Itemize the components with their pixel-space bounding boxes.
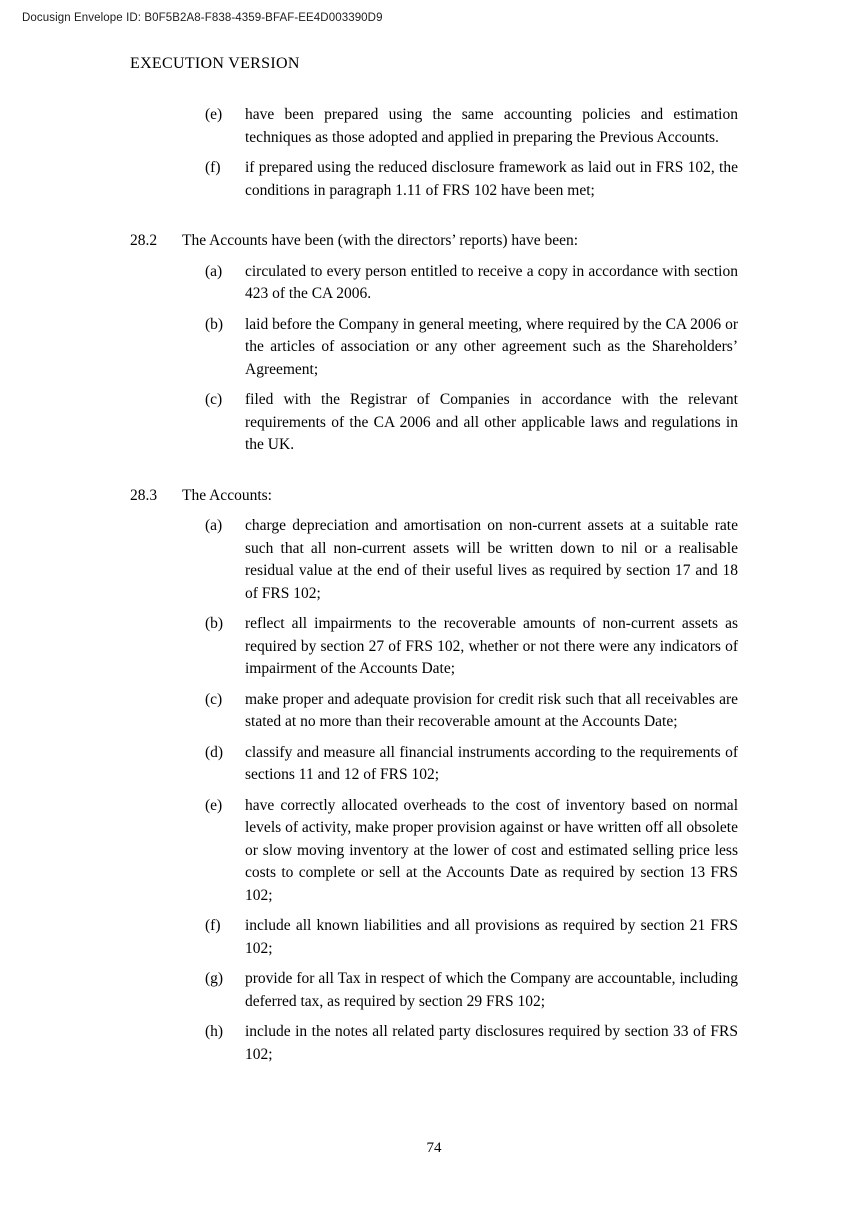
clause-item	[130, 389, 738, 457]
clause-item	[130, 742, 738, 787]
document-body	[130, 104, 738, 1074]
clause-item	[130, 261, 738, 306]
clause-item-e-intro	[130, 104, 738, 149]
clause-text: have been prepared using the same accounting policies and estimation techniques as those adopted and applied in preparing the Previous Accounts.	[245, 106, 738, 146]
clause-item	[130, 515, 738, 605]
clause-item	[130, 968, 738, 1013]
clause-item	[130, 689, 738, 734]
section-28-2	[130, 230, 738, 457]
clause-text: include in the notes all related party disclosures required by section 33 of FRS 102;	[245, 1023, 738, 1063]
clause-text: if prepared using the reduced disclosure framework as laid out in FRS 102, the conditions in paragraph 1.11 of FRS 102 have been met;	[245, 159, 738, 199]
section-28-3	[130, 485, 738, 1067]
clause-label: (d)	[205, 743, 224, 761]
clause-item	[130, 613, 738, 681]
clause-item	[130, 314, 738, 382]
clause-item	[130, 795, 738, 908]
clause-label: (g)	[205, 970, 224, 987]
clause-label: (h)	[205, 1023, 224, 1040]
clause-label: (b)	[205, 315, 224, 333]
docusign-envelope-id: Docusign Envelope ID: B0F5B2A8-F838-4359-BFAF-EE4D003390D9	[22, 12, 383, 24]
clause-text: circulated to every person entitled to receive a copy in accordance with section 423 of the CA 2006.	[245, 262, 738, 302]
clause-label: (e)	[205, 796, 223, 814]
section-number: 28.3	[130, 486, 158, 504]
section-heading-row	[130, 230, 738, 253]
clause-label: (e)	[205, 106, 223, 123]
clause-item	[130, 915, 738, 960]
clause-text: provide for all Tax in respect of which the Company are accountable, including deferred tax, as required by section 29 FRS 102;	[245, 970, 738, 1010]
clause-item	[130, 1021, 738, 1066]
clause-label: (c)	[205, 391, 223, 408]
clause-text: laid before the Company in general meeting, where required by the CA 2006 or the articles of association or any other agreement such as the Shareholders’ Agreement;	[245, 315, 738, 378]
clause-label: (f)	[205, 917, 221, 934]
section-heading-row	[130, 485, 738, 508]
clause-label: (a)	[205, 517, 223, 534]
clause-text: classify and measure all financial instruments according to the requirements of sections 11 and 12 of FRS 102;	[245, 743, 738, 783]
clause-text: filed with the Registrar of Companies in accordance with the relevant requirements of the CA 2006 and all other applicable laws and regulations in the UK.	[245, 391, 738, 453]
clause-text: make proper and adequate provision for credit risk such that all receivables are stated at no more than their recoverable amount at the Accounts Date;	[245, 690, 738, 730]
clause-text: include all known liabilities and all provisions as required by section 21 FRS 102;	[245, 917, 738, 957]
section-heading-text: The Accounts:	[182, 486, 272, 504]
clause-text: charge depreciation and amortisation on non-current assets at a suitable rate such that all non-current assets will be written down to nil or a realisable residual value at the end of their useful lives as required by section 17 and 18 of FRS 102;	[245, 517, 738, 602]
page-number: 74	[426, 1140, 442, 1156]
clause-text: reflect all impairments to the recoverable amounts of non-current assets as required by section 27 of FRS 102, whether or not there were any indicators of impairment of the Accounts Date;	[245, 615, 738, 677]
clause-label: (b)	[205, 615, 224, 632]
clause-item-f-intro	[130, 157, 738, 202]
clause-label: (a)	[205, 262, 223, 280]
clause-label: (f)	[205, 159, 221, 176]
clause-label: (c)	[205, 690, 223, 708]
execution-version-label: EXECUTION VERSION	[130, 55, 300, 72]
section-number: 28.2	[130, 232, 158, 249]
clause-text: have correctly allocated overheads to the cost of inventory based on normal levels of activity, make proper provision against or have written off all obsolete or slow moving inventory at the lower of cost and estimated selling price less costs to complete or sell at the Accounts Date as required by section 13 FRS 102;	[245, 796, 738, 904]
section-heading-text: The Accounts have been (with the directors’ reports) have been:	[182, 232, 579, 249]
